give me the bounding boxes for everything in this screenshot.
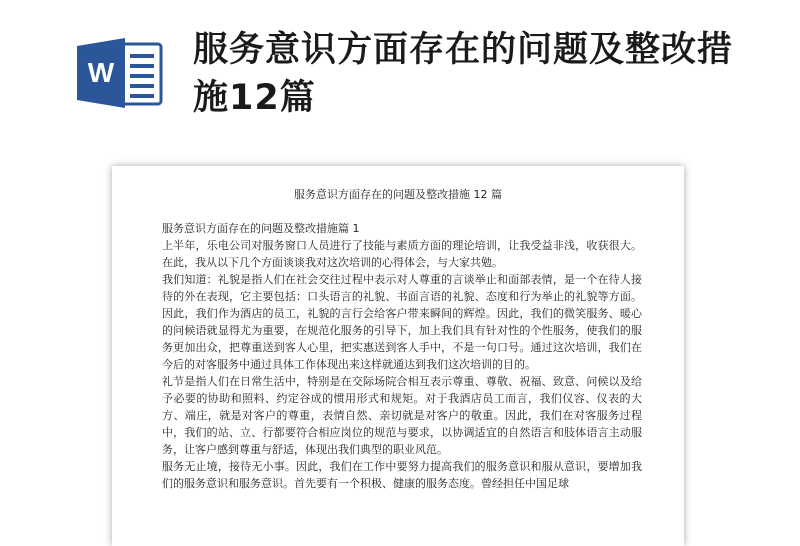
- document-title: 服务意识方面存在的问题及整改措施12篇: [193, 30, 734, 118]
- word-icon: [75, 36, 165, 110]
- section-heading: 服务意识方面存在的问题及整改措施篇 1: [162, 222, 360, 235]
- paragraph: 服务无止境，接待无小事。因此，我们在工作中要努力提高我们的服务意识和服从意识，要增加我们的服务意识和服务意识。首先要有一个积极、健康的服务态度。曾经担任中国足球: [162, 460, 642, 490]
- page-heading: 服务意识方面存在的问题及整改措施 12 篇: [294, 188, 502, 201]
- page-body: [162, 220, 642, 492]
- word-icon-letter: W: [87, 57, 115, 88]
- paragraph: 我们知道：礼貌是指人们在社会交往过程中表示对人尊重的言谈举止和面部表情，是一个在待人接待的外在表现，它主要包括：口头语言的礼貌、书面言语的礼貌、态度和行为举止的礼貌等方面。因此，我们作为酒店的员工，礼貌的言行会给客户带来瞬间的辉煌。因此，我们的微笑服务、暖心的问候语就显得尤为重要，在规范化服务的引导下，加上我们具有针对性的个性服务，使我们的服务更加出众，把尊重送到客人心里，把实惠送到客人手中，不是一句口号。通过这次培训，我们在今后的对客服务中通过具体工作体现出来这样就通达到我们这次培训的目的。: [162, 273, 642, 371]
- document-page-preview: [112, 166, 684, 546]
- paragraph: 礼节是指人们在日常生活中，特别是在交际场院合相互表示尊重、尊敬、祝福、致意、问候以及给予必要的协助和照料、约定谷成的惯用形式和规矩。对于我酒店员工而言，我们仪容、仪表的大方、端庄，就是对客户的尊重，表情自然、亲切就是对客户的敬重。因此，我们在对客服务过程中，我们的站、立、行都要符合相应岗位的规范与要求，以协调适宜的自然语言和肢体语言主动服务，让客户感到尊重与舒适，体现出我们典型的职业风范。: [162, 375, 642, 456]
- paragraph: 上半年，乐电公司对服务窗口人员进行了技能与素质方面的理论培训，让我受益非浅，收获很大。在此，我从以下几个方面谈谈我对这次培训的心得体会，与大家共勉。: [162, 239, 642, 269]
- header: [0, 0, 800, 150]
